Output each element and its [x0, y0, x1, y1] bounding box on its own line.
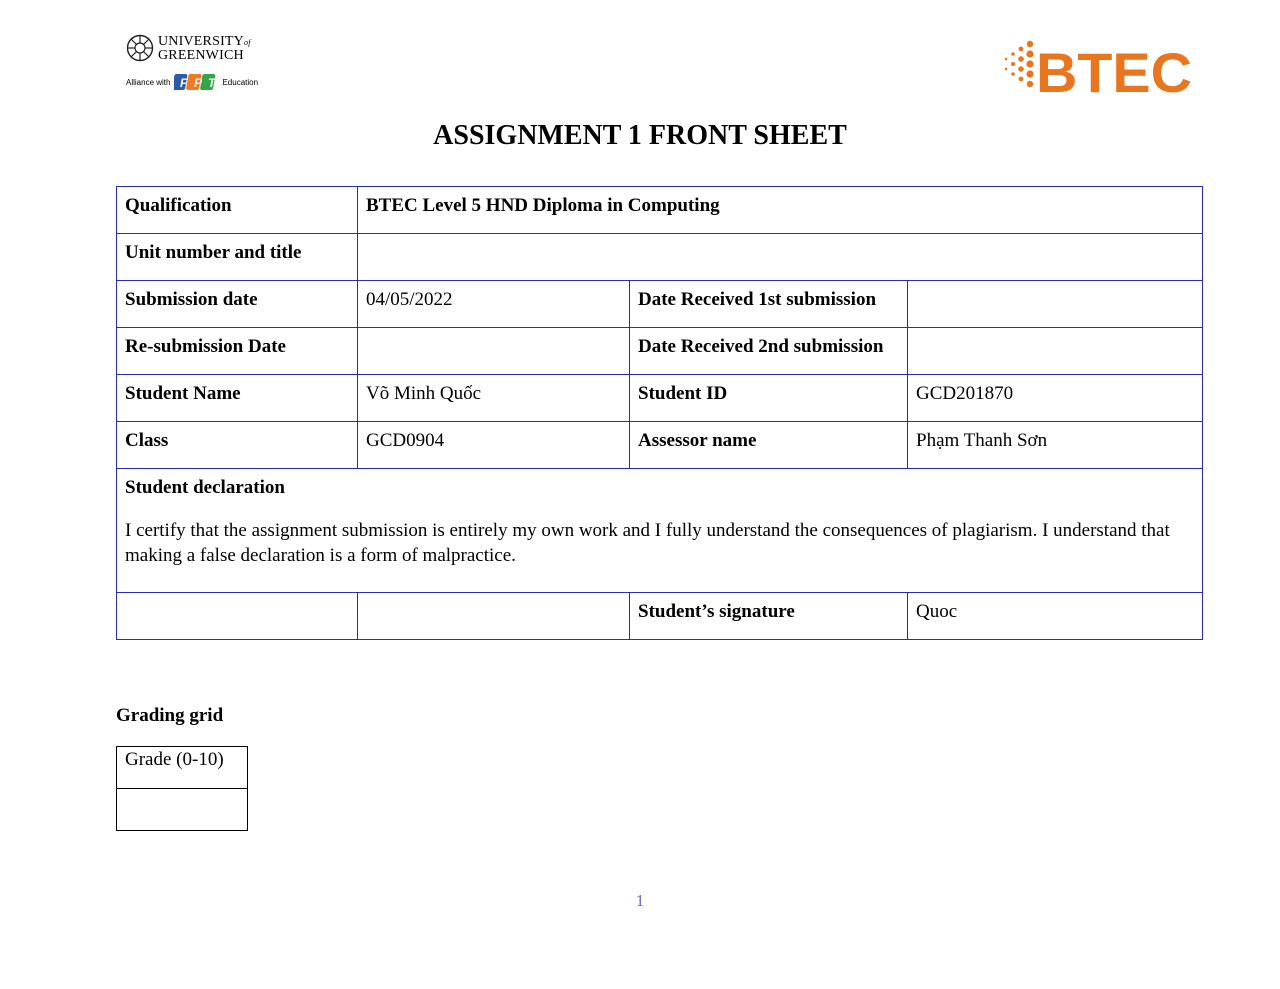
- submission-date-value: 04/05/2022: [358, 281, 630, 328]
- crest-icon: [126, 34, 154, 62]
- assessor-value: Phạm Thanh Sơn: [908, 422, 1203, 469]
- fpt-logo-icon: [174, 72, 218, 92]
- empty-cell: [358, 593, 630, 640]
- table-row: [117, 593, 1203, 640]
- table-row: [117, 422, 1203, 469]
- btec-logo: [1000, 36, 1194, 98]
- student-name-value: Võ Minh Quốc: [358, 375, 630, 422]
- resubmission-value: [358, 328, 630, 375]
- unit-label: Unit number and title: [117, 234, 358, 281]
- assessor-label: Assessor name: [630, 422, 908, 469]
- signature-label: Student’s signature: [630, 593, 908, 640]
- university-of-text: of: [244, 37, 251, 47]
- received-2nd-value: [908, 328, 1203, 375]
- qualification-label: Qualification: [117, 187, 358, 234]
- resubmission-label: Re-submission Date: [117, 328, 358, 375]
- front-sheet-table: [116, 186, 1203, 640]
- table-row: [117, 328, 1203, 375]
- student-id-label: Student ID: [630, 375, 908, 422]
- grade-value: [117, 789, 248, 831]
- declaration-heading: Student declaration: [125, 477, 285, 498]
- greenwich-text: GREENWICH: [158, 47, 244, 63]
- university-text: UNIVERSITY: [158, 33, 244, 49]
- grade-table: [116, 746, 248, 831]
- page-title: ASSIGNMENT 1 FRONT SHEET: [433, 120, 847, 151]
- university-greenwich-logo: [126, 34, 266, 106]
- received-1st-label: Date Received 1st submission: [630, 281, 908, 328]
- declaration-cell: [117, 469, 1203, 593]
- class-value: GCD0904: [358, 422, 630, 469]
- table-row: [117, 789, 248, 831]
- empty-cell: [117, 593, 358, 640]
- signature-value: Quoc: [908, 593, 1203, 640]
- alliance-text: Alliance with: [126, 77, 171, 87]
- fpt-letter-f: F: [180, 76, 188, 90]
- fpt-letter-t: T: [208, 76, 216, 90]
- submission-date-label: Submission date: [117, 281, 358, 328]
- table-row: [117, 234, 1203, 281]
- qualification-value: BTEC Level 5 HND Diploma in Computing: [358, 187, 1203, 234]
- declaration-text: I certify that the assignment submission is entirely my own work and I fully understand the consequences of plagiarism. I understand that making a false declaration is a form of malpractice.: [125, 520, 1170, 566]
- grading-grid-label: Grading grid: [116, 705, 224, 726]
- table-row: [117, 469, 1203, 593]
- page-number: 1: [635, 891, 645, 910]
- received-2nd-label: Date Received 2nd submission: [630, 328, 908, 375]
- education-text: Education: [222, 77, 259, 87]
- table-row: [117, 747, 248, 789]
- btec-dots-icon: [1005, 41, 1034, 87]
- received-1st-value: [908, 281, 1203, 328]
- fpt-letter-p: P: [194, 76, 203, 90]
- student-id-value: GCD201870: [908, 375, 1203, 422]
- student-name-label: Student Name: [117, 375, 358, 422]
- table-row: [117, 281, 1203, 328]
- table-row: [117, 375, 1203, 422]
- btec-text: BTEC: [1036, 41, 1192, 98]
- unit-value: [358, 234, 1203, 281]
- grade-header: Grade (0-10): [117, 747, 248, 789]
- class-label: Class: [117, 422, 358, 469]
- table-row: [117, 187, 1203, 234]
